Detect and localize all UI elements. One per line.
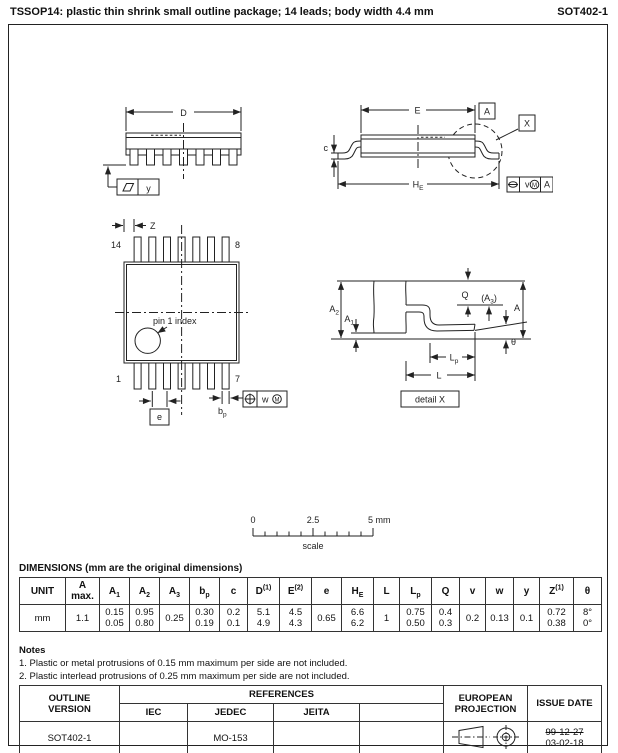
notes-heading: Notes — [19, 645, 46, 656]
dim-label-c: c — [323, 143, 328, 153]
european-projection-cell — [444, 722, 528, 753]
val-z: 0.72 0.38 — [540, 605, 574, 632]
dim-label-A: A — [513, 303, 520, 313]
col-e-cap: $E^{(2)}$ — [280, 578, 312, 605]
val-lp: 0.75 0.50 — [400, 605, 432, 632]
tol-label-M: M — [532, 183, 537, 189]
scale-bar — [239, 511, 409, 553]
dimensions-header-row — [20, 578, 602, 605]
issue-date-old: 99-12-27 — [545, 727, 584, 738]
package-code: SOT402-1 — [557, 6, 608, 18]
col-a3: $A_3$ — [160, 578, 190, 605]
col-l: L — [374, 578, 400, 605]
drawing-frame — [8, 24, 608, 749]
reference-data-row — [20, 722, 602, 753]
jedec-value: MO-153 — [188, 722, 274, 753]
col-european-projection: EUROPEAN PROJECTION — [444, 686, 528, 722]
col-theta: θ — [574, 578, 602, 605]
dim-label-Z: Z — [150, 221, 156, 231]
col-he: $H_E$ — [342, 578, 374, 605]
detail-x-caption: detail X — [414, 394, 446, 405]
val-l: 1 — [374, 605, 400, 632]
dim-label-e: e — [156, 412, 163, 422]
datum-label-A: A — [483, 106, 491, 117]
val-q: 0.4 0.3 — [432, 605, 460, 632]
pin-number-14: 14 — [110, 240, 121, 250]
reference-header-row-1 — [20, 686, 602, 704]
col-iec: IEC — [120, 704, 188, 722]
first-angle-projection-icon — [449, 724, 523, 750]
col-e: e — [312, 578, 342, 605]
val-bp: 0.30 0.19 — [190, 605, 220, 632]
scale-tick-5mm: 5 mm — [368, 515, 391, 525]
dim-label-A1: $A_1$ — [344, 314, 354, 327]
detail-ref-label-X: X — [523, 118, 531, 129]
pin-number-8: 8 — [235, 240, 241, 250]
scale-tick-2-5: 2.5 — [306, 515, 320, 525]
col-a-max: A max. — [66, 578, 100, 605]
val-v: 0.2 — [460, 605, 486, 632]
col-references: REFERENCES — [120, 686, 444, 704]
scale-caption: scale — [302, 541, 324, 551]
dim-label-Lp: $L_p$ — [449, 352, 459, 365]
val-a1: 0.15 0.05 — [100, 605, 130, 632]
dimensions-table-title: DIMENSIONS (mm are the original dimensions) — [19, 563, 243, 574]
scale-tick-0: 0 — [250, 515, 256, 525]
issue-date-value — [528, 722, 602, 753]
val-w: 0.13 — [486, 605, 514, 632]
dim-label-D: D — [180, 108, 187, 118]
col-q: Q — [432, 578, 460, 605]
dim-label-Q: Q — [461, 290, 469, 300]
note-1: 1. Plastic or metal protrusions of 0.15 mm maximum per side are not included. — [19, 658, 348, 669]
col-unit: UNIT — [20, 578, 66, 605]
pin1-index-label: pin 1 index — [153, 316, 197, 326]
dimensions-table — [19, 577, 602, 632]
col-lp: $L_p$ — [400, 578, 432, 605]
val-a-max: 1.1 — [66, 605, 100, 632]
val-e: 0.65 — [312, 605, 342, 632]
val-a3: 0.25 — [160, 605, 190, 632]
tol-datum-label-A: A — [543, 179, 551, 190]
col-a2: $A_2$ — [130, 578, 160, 605]
pin-number-1: 1 — [115, 374, 121, 384]
col-ref-extra — [360, 704, 444, 722]
dim-label-HE: $H_E$ — [412, 179, 424, 192]
page-title: TSSOP14: plastic thin shrink small outline package; 14 leads; body width 4.4 mm — [10, 6, 434, 18]
val-c: 0.2 0.1 — [220, 605, 248, 632]
detail-x-drawing — [329, 251, 539, 409]
dim-label-theta: θ — [511, 337, 517, 347]
col-w: w — [486, 578, 514, 605]
val-he: 6.6 6.2 — [342, 605, 374, 632]
iec-value — [120, 722, 188, 753]
reference-table — [19, 685, 602, 753]
val-unit: mm — [20, 605, 66, 632]
dim-label-E: E — [414, 105, 421, 116]
tol-label-v: v — [525, 179, 530, 190]
col-jedec: JEDEC — [188, 704, 274, 722]
col-bp: $b_p$ — [190, 578, 220, 605]
val-a2: 0.95 0.80 — [130, 605, 160, 632]
end-view-drawing — [323, 91, 553, 206]
dimensions-value-row — [20, 605, 602, 632]
tol-label-w: w — [262, 394, 269, 405]
issue-date-new: 03-02-18 — [545, 738, 584, 749]
top-view-drawing — [91, 217, 316, 429]
col-a1: $A_1$ — [100, 578, 130, 605]
col-d: $D^{(1)}$ — [248, 578, 280, 605]
val-d: 5.1 4.9 — [248, 605, 280, 632]
col-c: c — [220, 578, 248, 605]
col-y: y — [514, 578, 540, 605]
jeita-value — [274, 722, 360, 753]
val-e-cap: 4.5 4.3 — [280, 605, 312, 632]
ref-extra-value — [360, 722, 444, 753]
val-y: 0.1 — [514, 605, 540, 632]
tol-label-M: M — [274, 397, 280, 404]
dim-label-A3: $(A_3)$ — [481, 293, 497, 306]
datum-label-y: y — [146, 183, 151, 194]
val-theta: 8° 0° — [574, 605, 602, 632]
dim-label-L: L — [436, 370, 442, 381]
col-jeita: JEITA — [274, 704, 360, 722]
col-outline-version: OUTLINE VERSION — [20, 686, 120, 722]
side-view-drawing — [93, 91, 293, 206]
outline-version-value: SOT402-1 — [20, 722, 120, 753]
dim-label-A2: $A_2$ — [329, 304, 339, 317]
col-z: $Z^{(1)}$ — [540, 578, 574, 605]
col-v: v — [460, 578, 486, 605]
col-issue-date: ISSUE DATE — [528, 686, 602, 722]
dim-label-bp: $b_p$ — [218, 406, 227, 419]
note-2: 2. Plastic interlead protrusions of 0.25 mm maximum per side are not included. — [19, 671, 350, 682]
pin-number-7: 7 — [235, 374, 241, 384]
